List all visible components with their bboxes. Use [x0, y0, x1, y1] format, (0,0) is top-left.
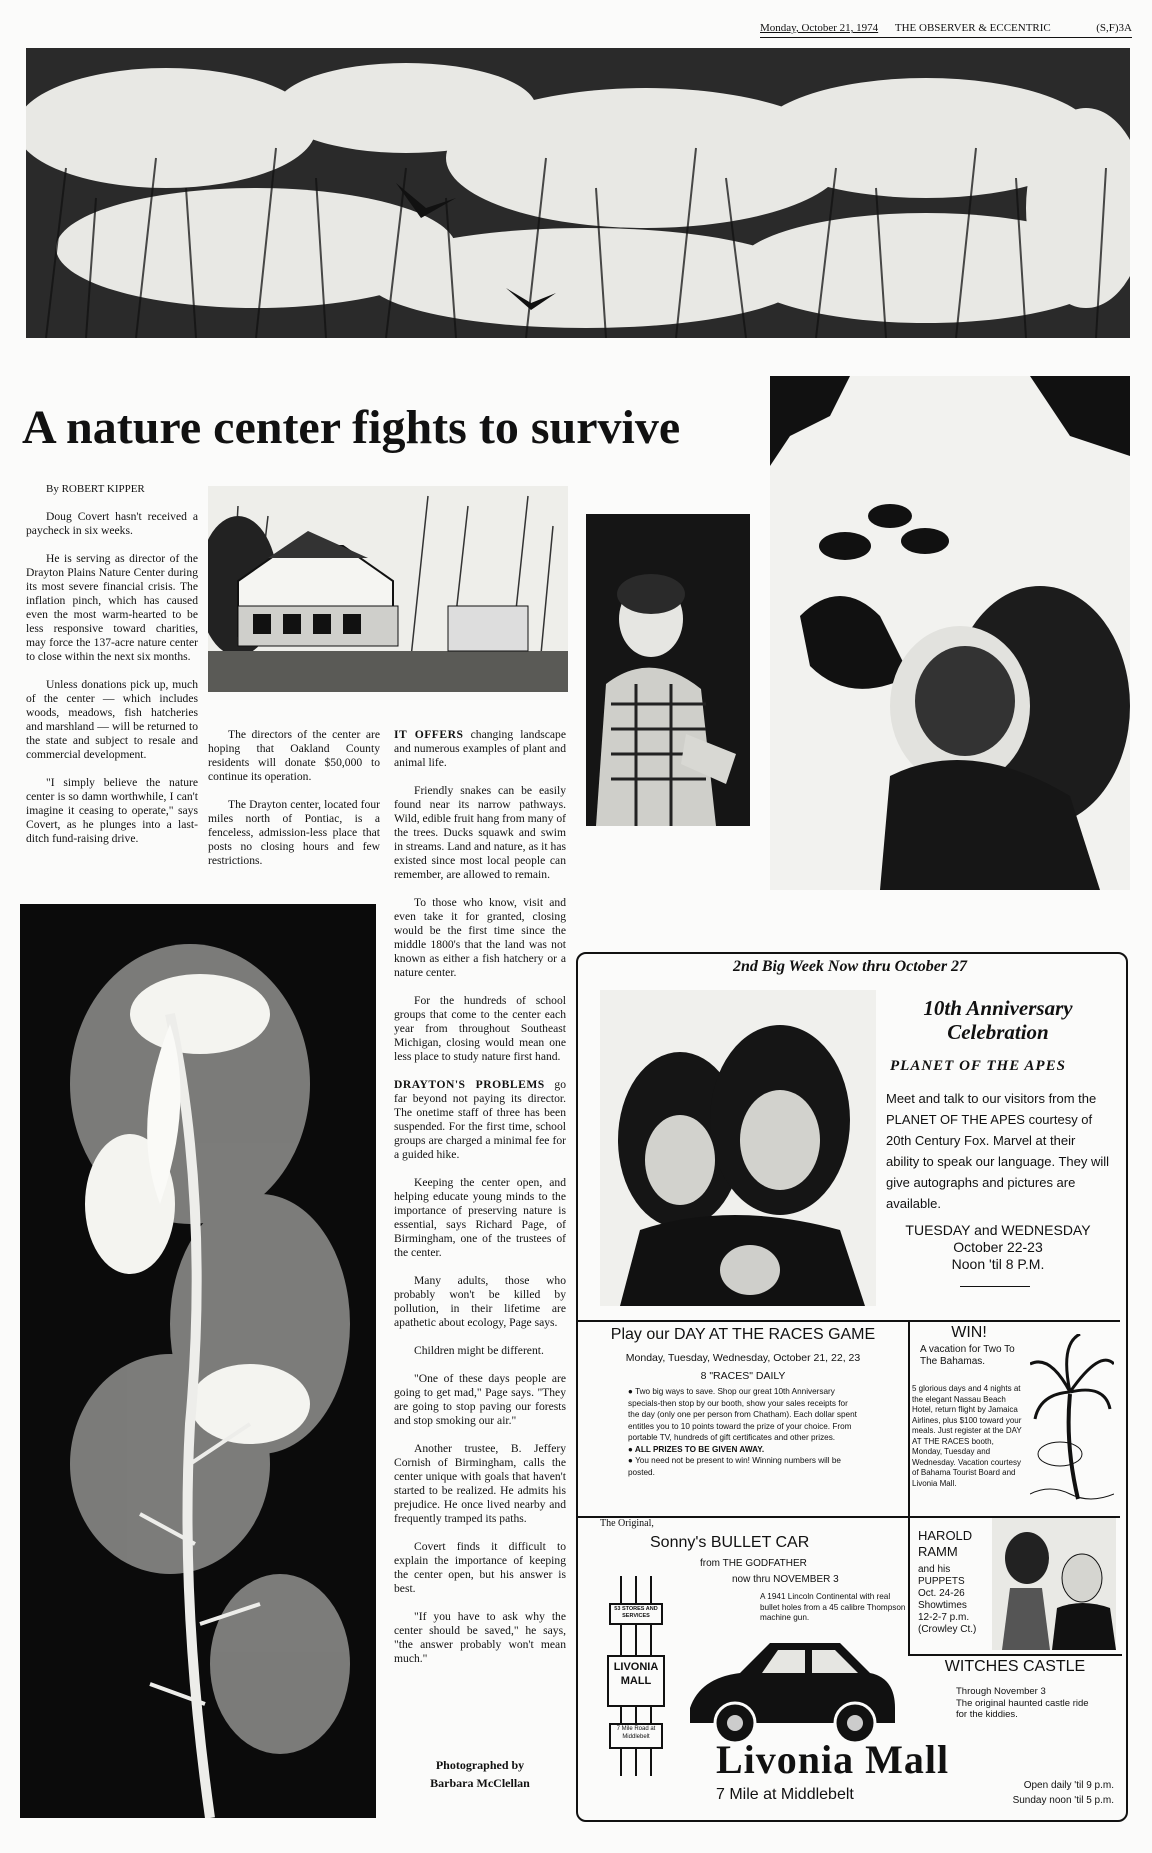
apes-when-1: TUESDAY and WEDNESDAY	[905, 1222, 1091, 1238]
palm-tree-icon	[1030, 1334, 1114, 1504]
win-body: 5 glorious days and 4 nights at the elegant Nassau Beach Hotel, return flight by Jamaica Airlines, plus $100 toward your meals. Just register at the DAY AT THE RACES booth, Monday, Tuesday and Wednesday. Vacation courtesy of Bahama Tourist Board and Livonia Mall.	[912, 1384, 1022, 1488]
article-col-3	[394, 728, 566, 1680]
child-ducks-photo	[770, 376, 1130, 890]
col3b-para-4: Children might be different.	[414, 1344, 544, 1357]
photo-credit	[400, 1756, 560, 1792]
sign-address: 7 Mile Road at Middlebelt	[616, 1726, 656, 1740]
masthead-rule	[760, 37, 1132, 38]
harold-line-3: and his PUPPETS	[918, 1564, 965, 1587]
col3-para-4: For the hundreds of school groups that come to the center each year from throughout Southeast Michigan, closing would mean one less place to study nature first hand.	[394, 994, 566, 1063]
col3b-para-3: Many adults, those who probably won't be killed by pollution, in their lifetime are apathetic about ecology, Page says.	[394, 1274, 566, 1329]
col3-para-1	[394, 728, 566, 770]
col1-para-2: He is serving as director of the Drayton Plains Nature Center during its most severe financial crisis. The inflation pinch, which has caused even the most warm-hearted to be less responsive toward charities, may force the 137-acre nature center to close within the next six months.	[26, 552, 198, 663]
masthead-paper: THE OBSERVER & ECCENTRIC	[894, 22, 1051, 34]
sign-stores: 53 STORES AND SERVICES	[614, 1606, 658, 1619]
bullet-car-illustration	[680, 1628, 900, 1748]
races-bullets	[628, 1386, 860, 1478]
mall-name: Livonia Mall	[716, 1737, 950, 1782]
harold-text	[918, 1528, 998, 1636]
car-desc: A 1941 Lincoln Continental with real bullet holes from a 45 calibre Thompson machine gun.	[760, 1592, 906, 1622]
col3b-kicker: DRAYTON'S PROBLEMS	[394, 1078, 545, 1091]
car-original: The Original,	[600, 1518, 654, 1529]
col1-para-1: Doug Covert hasn't received a paycheck in six weeks.	[26, 510, 198, 537]
win-title: WIN!	[951, 1324, 987, 1341]
col2-para-1: The directors of the center are hoping that Oakland County residents will donate $50,000 to continue its operation.	[208, 728, 380, 783]
apes-photo	[600, 990, 876, 1306]
races-daily: 8 "RACES" DAILY	[700, 1370, 786, 1382]
col3b-para-5: "One of these days people are going to get mad," Page says. "They are going to stop paving our forests and stop smoking our air."	[394, 1372, 566, 1427]
harold-line-4: Oct. 24-26	[918, 1588, 965, 1599]
races-bullet-3-text: You need not be present to win! Winning numbers will be posted.	[628, 1456, 841, 1477]
races-bullet-1-text: Two big ways to save. Shop our great 10th Anniversary specials-then stop by our booth, show your sales receipts for the day (only one per person from Chatham). Each dollar spent entitles you to 10 points toward the prize of your choice. From portable TV, hundreds of gift certificates and other prizes.	[628, 1387, 857, 1442]
masthead-date: Monday, October 21, 1974	[760, 22, 879, 34]
col2-para-2: The Drayton center, located four miles north of Pontiac, is a fenceless, admission-less place that posts no closing hours and few restrictions.	[208, 798, 380, 867]
col3b-para-7: Covert finds it difficult to explain the importance of keeping the center open, but his answer is best.	[394, 1540, 566, 1595]
harold-line-1: HAROLD	[918, 1528, 973, 1543]
car-from: from THE GODFATHER	[700, 1558, 807, 1569]
col3-kicker: IT OFFERS	[394, 728, 464, 741]
col3b-para-8: "If you have to ask why the center should be saved," he says, "the answer probably won't mean much."	[394, 1610, 566, 1665]
witches-line-2: The original haunted castle ride for the kiddies.	[956, 1698, 1089, 1720]
apes-divider	[960, 1286, 1030, 1287]
races-bullet-2-text: ALL PRIZES TO BE GIVEN AWAY.	[634, 1444, 765, 1454]
col3b-para-2: Keeping the center open, and helping educate young minds to the importance of preserving nature is essential, says Richard Page, of Birmingham, one of the trustees of the center.	[394, 1176, 566, 1259]
article-col-2	[208, 728, 380, 882]
apes-when-2: October 22-23	[953, 1239, 1043, 1255]
masthead-page: (S,F)3A	[1096, 22, 1132, 34]
article-col-1	[26, 482, 198, 860]
car-title: Sonny's BULLET CAR	[650, 1534, 810, 1551]
house-photo	[208, 486, 568, 692]
meadow-photo	[26, 48, 1130, 338]
milkweed-photo	[20, 904, 376, 1818]
mall-hours-2: Sunday noon 'til 5 p.m.	[1012, 1795, 1114, 1806]
mall-hours	[990, 1778, 1114, 1808]
mall-hours-1: Open daily 'til 9 p.m.	[1023, 1780, 1114, 1791]
col3-para-2: Friendly snakes can be easily found near its narrow pathways. Wild, edible fruit hang from many of the trees. Ducks squawk and swim in streams. Land and nature, as it has existed since most local people can remember, are allowed to remain.	[394, 784, 566, 881]
ad-banner: 2nd Big Week Now thru October 27	[732, 958, 968, 975]
mall-address: 7 Mile at Middlebelt	[716, 1786, 854, 1803]
anniversary-2: Celebration	[947, 1020, 1049, 1044]
col3-para-3: To those who know, visit and even take it for granted, closing would be the first time since the middle 1800's that the land was not known as either a fish hatchery or a nature center.	[394, 896, 566, 979]
races-title: Play our DAY AT THE RACES GAME	[610, 1326, 876, 1343]
col3b-text-1: go far beyond not paying its director. The onetime staff of three has been suspended. For the first time, school groups are charged a minimal fee for a guided hike.	[394, 1078, 566, 1161]
col3b-para-6: Another trustee, B. Jeffery Cornish of Birmingham, calls the center unique with goals that haven't started to be realized. He admits his prejudice. He once lived nearby and frequently tramped its paths.	[394, 1442, 566, 1525]
col3b-para-1	[394, 1078, 566, 1162]
col1-para-4: "I simply believe the nature center is so damn worthwhile, I can't imagine it ceasing to operate," says Covert, as he plunges into a last-ditch fund-raising drive.	[26, 776, 198, 845]
photo-credit-line-1: Photographed by	[435, 1758, 525, 1772]
witches-line-1: Through November 3	[956, 1686, 1046, 1697]
harold-line-7: (Crowley Ct.)	[918, 1624, 977, 1635]
anniversary-1: 10th Anniversary	[923, 996, 1073, 1020]
byline: By ROBERT KIPPER	[46, 483, 145, 495]
car-now: now thru NOVEMBER 3	[732, 1574, 839, 1585]
witches-title: WITCHES CASTLE	[944, 1658, 1086, 1675]
apes-when	[886, 1222, 1110, 1273]
races-bullet-2: ● ALL PRIZES TO BE GIVEN AWAY.	[628, 1444, 765, 1454]
col1-para-3: Unless donations pick up, much of the center — which includes woods, meadows, fish hatcheries and marshland — will be returned to the state and subject to resale and commercial development.	[26, 678, 198, 761]
director-portrait	[586, 514, 750, 826]
photo-credit-line-2: Barbara McClellan	[430, 1776, 530, 1790]
harold-line-5: Showtimes	[918, 1600, 967, 1611]
harold-photo	[992, 1518, 1116, 1650]
apes-when-3: Noon 'til 8 P.M.	[951, 1256, 1045, 1272]
apes-title: PLANET OF THE APES	[890, 1058, 1066, 1074]
headline: A nature center fights to survive	[22, 401, 681, 454]
sign-mall: LIVONIA MALL	[613, 1661, 659, 1687]
races-days: Monday, Tuesday, Wednesday, October 21, 22, 23	[625, 1352, 861, 1364]
races-bullet-3: ● You need not be present to win! Winning numbers will be posted.	[628, 1456, 841, 1477]
harold-line-6: 12-2-7 p.m.	[918, 1612, 970, 1623]
win-sub: A vacation for Two To The Bahamas.	[920, 1344, 1015, 1367]
races-bullet-1: ● Two big ways to save. Shop our great 10th Anniversary specials-then stop by our booth, show your sales receipts for the day (only one per person from Chatham). Each dollar spent entitles you to 10 points toward the prize of your choice. From portable TV, hundreds of gift certificates and other prizes.	[628, 1387, 857, 1442]
apes-body: Meet and talk to our visitors from the PLANET OF THE APES courtesy of 20th Century Fox. Marvel at their ability to speak our language. They will give autographs and pictures are available.	[886, 1091, 1110, 1211]
col3-text-1: changing landscape and numerous examples of plant and animal life.	[394, 728, 566, 769]
harold-line-2: RAMM	[918, 1544, 958, 1559]
